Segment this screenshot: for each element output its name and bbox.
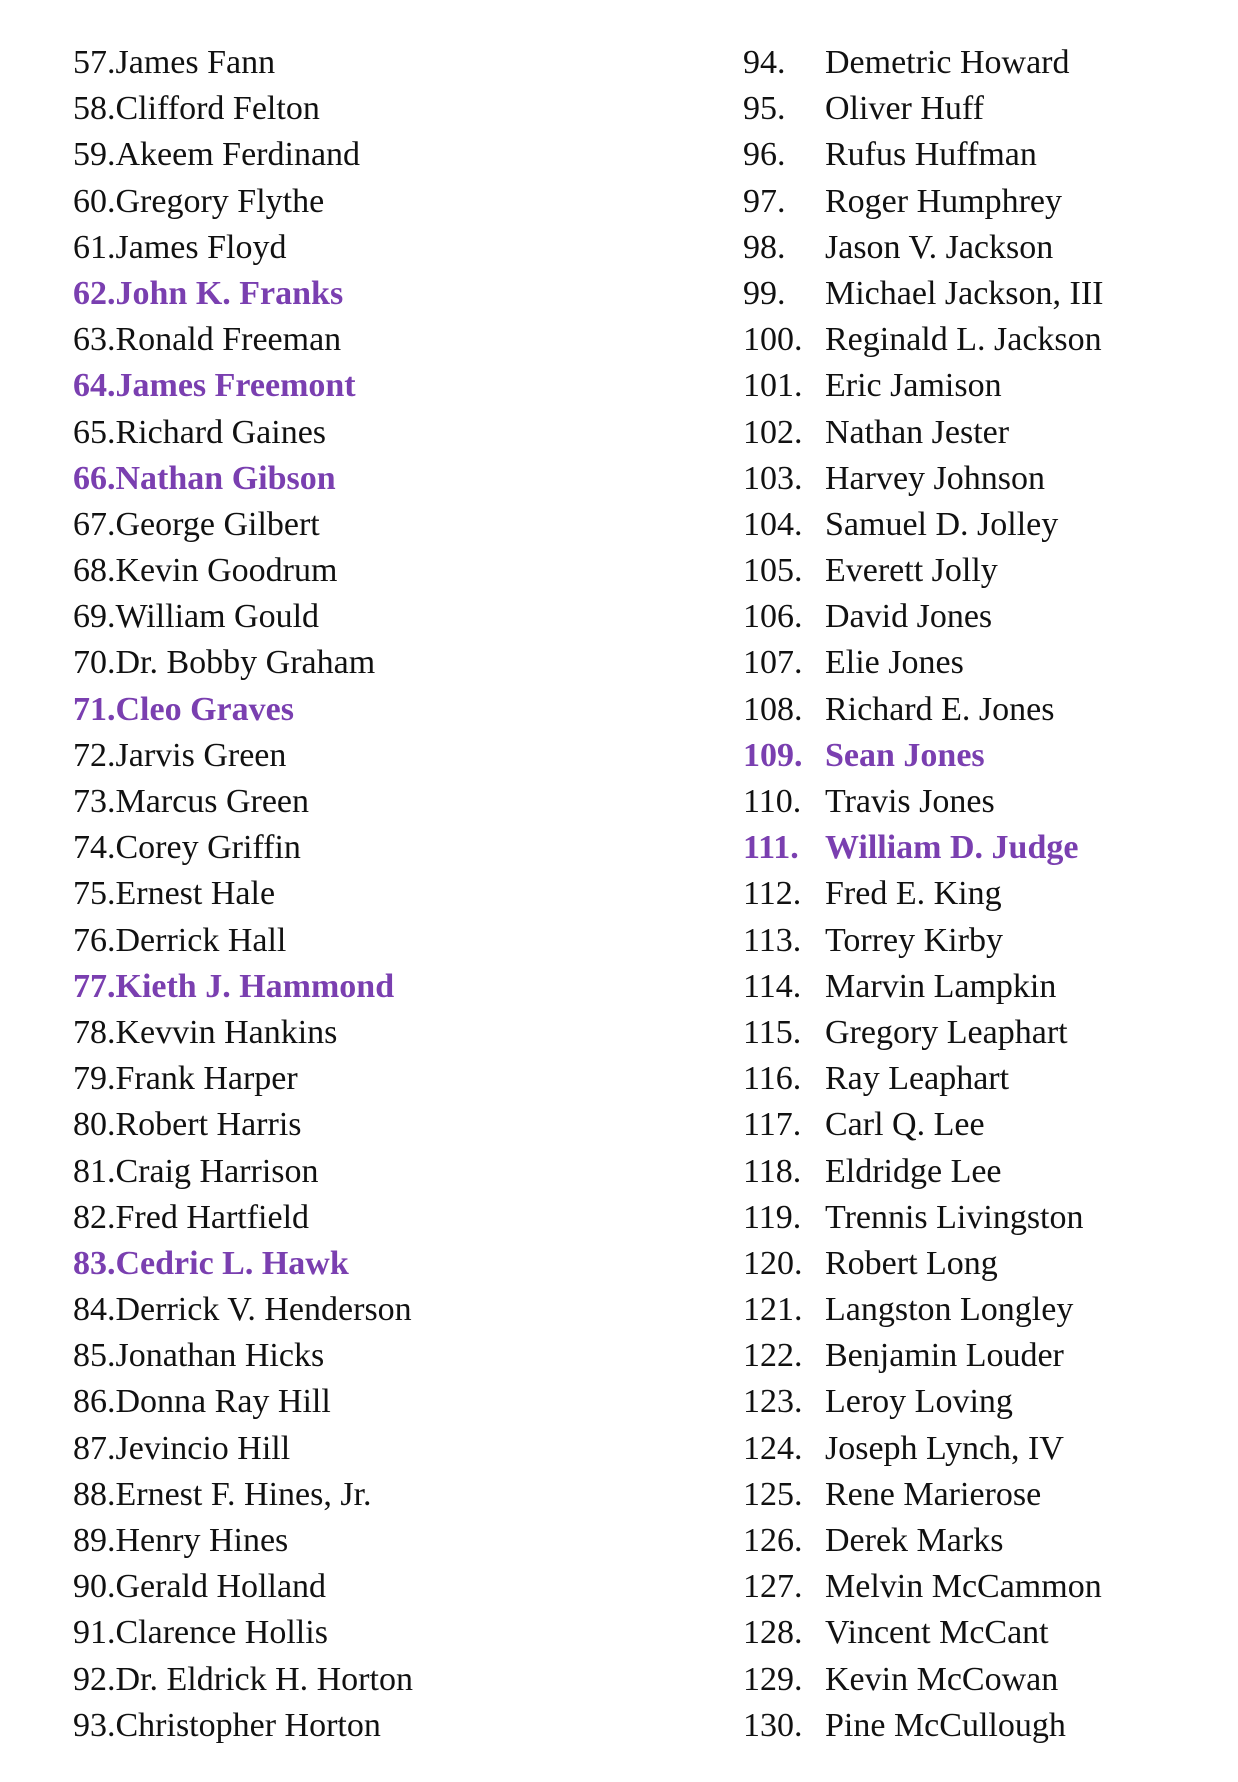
list-item-name: Eldridge Lee (825, 1152, 1002, 1190)
list-item (73, 132, 633, 178)
list-item-number: 67. (73, 505, 116, 543)
list-item-number: 95. (743, 90, 786, 128)
list-item-number: 81. (73, 1152, 116, 1190)
list-item-name: Marvin Lampkin (825, 967, 1057, 1005)
list-item (73, 456, 633, 502)
list-item (73, 548, 633, 594)
list-item-number: 97. (743, 182, 786, 220)
list-item-name: Benjamin Louder (825, 1337, 1064, 1375)
list-item-number: 72. (73, 736, 116, 774)
list-item-number: 63. (73, 321, 116, 359)
list-item (73, 964, 633, 1010)
list-item-number: 122. (743, 1337, 803, 1375)
list-item-number: 99. (743, 274, 786, 312)
list-item (743, 86, 1223, 132)
list-item (73, 225, 633, 271)
list-item (73, 1287, 633, 1333)
list-item (743, 317, 1223, 363)
list-item-number: 71. (73, 690, 116, 728)
list-item-number: 116. (743, 1060, 802, 1098)
list-item-name: Fred Hartfield (115, 1198, 310, 1236)
list-item-number: 120. (743, 1244, 803, 1282)
list-item-number: 91. (73, 1614, 116, 1652)
list-item-number: 58. (73, 90, 116, 128)
list-item (743, 1287, 1223, 1333)
list-item-number: 114. (743, 967, 802, 1005)
list-item-name: Christopher Horton (115, 1706, 381, 1744)
list-item (743, 918, 1223, 964)
list-item (73, 1010, 633, 1056)
list-item-name: Leroy Loving (825, 1383, 1013, 1421)
list-item (743, 640, 1223, 686)
list-item (743, 1472, 1223, 1518)
list-item (743, 40, 1223, 86)
list-item-name: Dr. Bobby Graham (115, 644, 376, 682)
list-item-name: Derek Marks (825, 1522, 1004, 1559)
list-item-number: 75. (73, 875, 116, 913)
list-item-number: 102. (743, 413, 803, 451)
list-item (743, 1333, 1223, 1379)
list-item (743, 1379, 1223, 1425)
list-item-number: 77. (73, 967, 116, 1005)
list-item-number: 80. (73, 1106, 116, 1144)
name-list-right-column (743, 40, 1223, 1749)
list-item-number: 130. (743, 1706, 803, 1744)
list-item (73, 317, 633, 363)
list-item-name: Rene Marierose (825, 1475, 1042, 1513)
list-item-number: 85. (73, 1337, 116, 1375)
list-item (73, 363, 633, 409)
list-item-number: 68. (73, 552, 116, 590)
list-item (743, 1518, 1223, 1564)
list-item-number: 64. (73, 367, 116, 405)
list-item-number: 74. (73, 829, 116, 867)
list-item-number: 66. (73, 459, 116, 497)
list-item-number: 82. (73, 1198, 116, 1236)
list-item-name: Sean Jones (825, 736, 985, 774)
list-item-number: 129. (743, 1660, 803, 1698)
list-item-name: Richard Gaines (115, 413, 327, 451)
list-item (73, 1703, 633, 1749)
list-item-number: 100. (743, 321, 803, 359)
list-item (743, 502, 1223, 548)
list-item (743, 871, 1223, 917)
list-item-name: Everett Jolly (825, 552, 998, 590)
list-item-name: Eric Jamison (825, 367, 1002, 405)
list-item-number: 93. (73, 1706, 116, 1744)
list-item (743, 964, 1223, 1010)
list-item-number: 118. (743, 1152, 802, 1190)
list-item-number: 123. (743, 1383, 803, 1421)
list-item (743, 1149, 1223, 1195)
list-item (743, 1102, 1223, 1148)
list-item-name: Travis Jones (825, 783, 995, 820)
list-item-name: James Floyd (115, 228, 287, 266)
list-item (743, 687, 1223, 733)
list-item-name: Vincent McCant (825, 1614, 1049, 1652)
list-item (743, 779, 1223, 825)
list-item-number: 117. (743, 1106, 802, 1144)
list-item-number: 119. (743, 1198, 802, 1236)
list-item-name: Robert Long (825, 1244, 998, 1282)
list-item-name: Fred E. King (825, 875, 1002, 913)
list-item-name: Roger Humphrey (825, 182, 1063, 220)
list-item-name: David Jones (825, 598, 993, 636)
list-item-number: 76. (73, 921, 116, 959)
list-item-number: 127. (743, 1568, 803, 1606)
list-item-name: Carl Q. Lee (825, 1106, 985, 1144)
list-item-number: 83. (73, 1244, 116, 1282)
list-item-number: 89. (73, 1522, 116, 1559)
list-item (73, 1195, 633, 1241)
list-item-name: Gregory Leaphart (825, 1013, 1068, 1051)
list-item-name: Clifford Felton (115, 90, 320, 128)
list-item-name: Joseph Lynch, IV (825, 1429, 1064, 1467)
list-item-name: Jevincio Hill (115, 1429, 291, 1467)
list-item (73, 40, 633, 86)
list-item (73, 1102, 633, 1148)
list-item-number: 78. (73, 1013, 116, 1051)
list-item-number: 60. (73, 182, 116, 220)
list-item-number: 62. (73, 274, 116, 312)
list-item (73, 179, 633, 225)
list-item-name: Richard E. Jones (825, 690, 1055, 728)
list-item (73, 1657, 633, 1703)
name-list-left-column (73, 40, 633, 1749)
list-item-name: Ernest Hale (115, 875, 276, 913)
list-item-name: Kevin McCowan (825, 1660, 1059, 1698)
list-item-name: Oliver Huff (825, 90, 984, 128)
list-item-name: Nathan Jester (825, 413, 1010, 451)
list-item (73, 271, 633, 317)
list-item-number: 107. (743, 644, 803, 682)
list-item-name: Dr. Eldrick H. Horton (115, 1660, 413, 1698)
list-item-name: Harvey Johnson (825, 459, 1046, 497)
list-item-name: Samuel D. Jolley (825, 505, 1059, 543)
list-item-name: Corey Griffin (115, 829, 301, 867)
list-item-number: 65. (73, 413, 116, 451)
list-item-name: Kevvin Hankins (115, 1013, 338, 1051)
list-item-name: Frank Harper (115, 1060, 298, 1098)
list-item (73, 871, 633, 917)
list-item (743, 1056, 1223, 1102)
list-item-name: Rufus Huffman (825, 136, 1037, 174)
list-item (73, 1426, 633, 1472)
list-item (73, 1518, 633, 1564)
list-item-number: 84. (73, 1291, 116, 1329)
list-item-name: Marcus Green (115, 783, 310, 820)
list-item (73, 502, 633, 548)
list-item (743, 1010, 1223, 1056)
list-item-name: Reginald L. Jackson (825, 321, 1102, 359)
list-item-name: William Gould (115, 598, 320, 636)
list-item-name: Ernest F. Hines, Jr. (115, 1475, 372, 1513)
list-item (73, 86, 633, 132)
list-item-name: Jonathan Hicks (115, 1337, 325, 1375)
list-item-number: 101. (743, 367, 803, 405)
list-item-number: 69. (73, 598, 116, 636)
list-item-name: Torrey Kirby (825, 921, 1003, 959)
list-item-name: William D. Judge (825, 829, 1079, 867)
list-item-number: 105. (743, 552, 803, 590)
list-item-number: 126. (743, 1522, 803, 1559)
list-item-name: Gregory Flythe (115, 182, 325, 220)
list-item-number: 59. (73, 136, 116, 174)
list-item-name: Robert Harris (115, 1106, 302, 1144)
list-item (73, 640, 633, 686)
list-item (73, 733, 633, 779)
list-item (73, 825, 633, 871)
list-item-number: 128. (743, 1614, 803, 1652)
list-item (73, 1564, 633, 1610)
list-item-number: 79. (73, 1060, 116, 1098)
list-item (743, 1195, 1223, 1241)
list-item-name: Jarvis Green (115, 736, 287, 774)
list-item (73, 1333, 633, 1379)
list-item-number: 98. (743, 228, 786, 266)
list-item-name: Cleo Graves (115, 690, 294, 728)
list-item-name: Ronald Freeman (115, 321, 342, 359)
list-item (743, 733, 1223, 779)
list-item-number: 112. (743, 875, 802, 913)
list-item-name: Clarence Hollis (115, 1614, 328, 1652)
list-item-number: 125. (743, 1475, 803, 1513)
list-item-name: Donna Ray Hill (115, 1383, 331, 1421)
list-item-number: 113. (743, 921, 802, 959)
list-item-number: 115. (743, 1013, 802, 1051)
list-item-number: 121. (743, 1291, 803, 1329)
list-item-name: George Gilbert (115, 505, 320, 543)
list-item (73, 594, 633, 640)
list-item-name: Jason V. Jackson (825, 228, 1054, 266)
list-item-name: James Freemont (115, 367, 356, 405)
list-item (73, 779, 633, 825)
list-item-number: 90. (73, 1568, 116, 1606)
list-item (743, 1564, 1223, 1610)
list-item-number: 103. (743, 459, 803, 497)
list-item-name: Pine McCullough (825, 1706, 1066, 1744)
list-item (743, 410, 1223, 456)
list-item (743, 1703, 1223, 1749)
list-item (743, 548, 1223, 594)
list-item (743, 179, 1223, 225)
list-item-name: Henry Hines (115, 1522, 289, 1559)
list-item-name: John K. Franks (115, 274, 344, 312)
list-item (73, 1241, 633, 1287)
list-item (743, 225, 1223, 271)
list-item-name: Michael Jackson, III (825, 274, 1104, 312)
list-item-number: 57. (73, 44, 116, 81)
list-item (743, 363, 1223, 409)
list-item (73, 1610, 633, 1656)
list-item-number: 88. (73, 1475, 116, 1513)
list-item-number: 86. (73, 1383, 116, 1421)
list-item-number: 61. (73, 228, 116, 266)
list-item-name: Kieth J. Hammond (115, 967, 395, 1005)
list-item-name: James Fann (115, 44, 276, 81)
list-item (73, 410, 633, 456)
list-item-name: Demetric Howard (825, 44, 1070, 81)
list-item-number: 109. (743, 736, 803, 774)
list-item (73, 1379, 633, 1425)
list-item-number: 108. (743, 690, 803, 728)
list-item-number: 73. (73, 783, 116, 820)
list-item-number: 124. (743, 1429, 803, 1467)
list-item (73, 687, 633, 733)
list-item (73, 1149, 633, 1195)
list-item (743, 1241, 1223, 1287)
list-item-number: 104. (743, 505, 803, 543)
list-item (743, 132, 1223, 178)
list-item-number: 94. (743, 44, 786, 81)
list-item-name: Elie Jones (825, 644, 964, 682)
list-item-name: Craig Harrison (115, 1152, 319, 1190)
list-item (743, 456, 1223, 502)
list-item (743, 1657, 1223, 1703)
list-item-name: Derrick Hall (115, 921, 287, 959)
list-item (743, 1426, 1223, 1472)
list-item (743, 594, 1223, 640)
list-item-name: Trennis Livingston (825, 1198, 1084, 1236)
list-item (73, 918, 633, 964)
list-item-number: 110. (743, 783, 802, 820)
list-item-number: 111. (743, 829, 799, 867)
list-item-name: Ray Leaphart (825, 1060, 1010, 1098)
list-item (743, 271, 1223, 317)
list-item-name: Gerald Holland (115, 1568, 327, 1606)
list-item-number: 96. (743, 136, 786, 174)
list-item-number: 106. (743, 598, 803, 636)
list-item-number: 92. (73, 1660, 116, 1698)
list-item-number: 70. (73, 644, 116, 682)
list-item-number: 87. (73, 1429, 116, 1467)
list-item-name: Nathan Gibson (115, 459, 336, 497)
list-item-name: Cedric L. Hawk (115, 1244, 349, 1282)
list-item-name: Derrick V. Henderson (115, 1291, 412, 1329)
list-item (73, 1472, 633, 1518)
list-item (743, 1610, 1223, 1656)
list-item-name: Melvin McCammon (825, 1568, 1102, 1606)
list-item (743, 825, 1223, 871)
list-item-name: Langston Longley (825, 1291, 1074, 1329)
list-item-name: Kevin Goodrum (115, 552, 338, 590)
list-item (73, 1056, 633, 1102)
list-item-name: Akeem Ferdinand (115, 136, 361, 174)
